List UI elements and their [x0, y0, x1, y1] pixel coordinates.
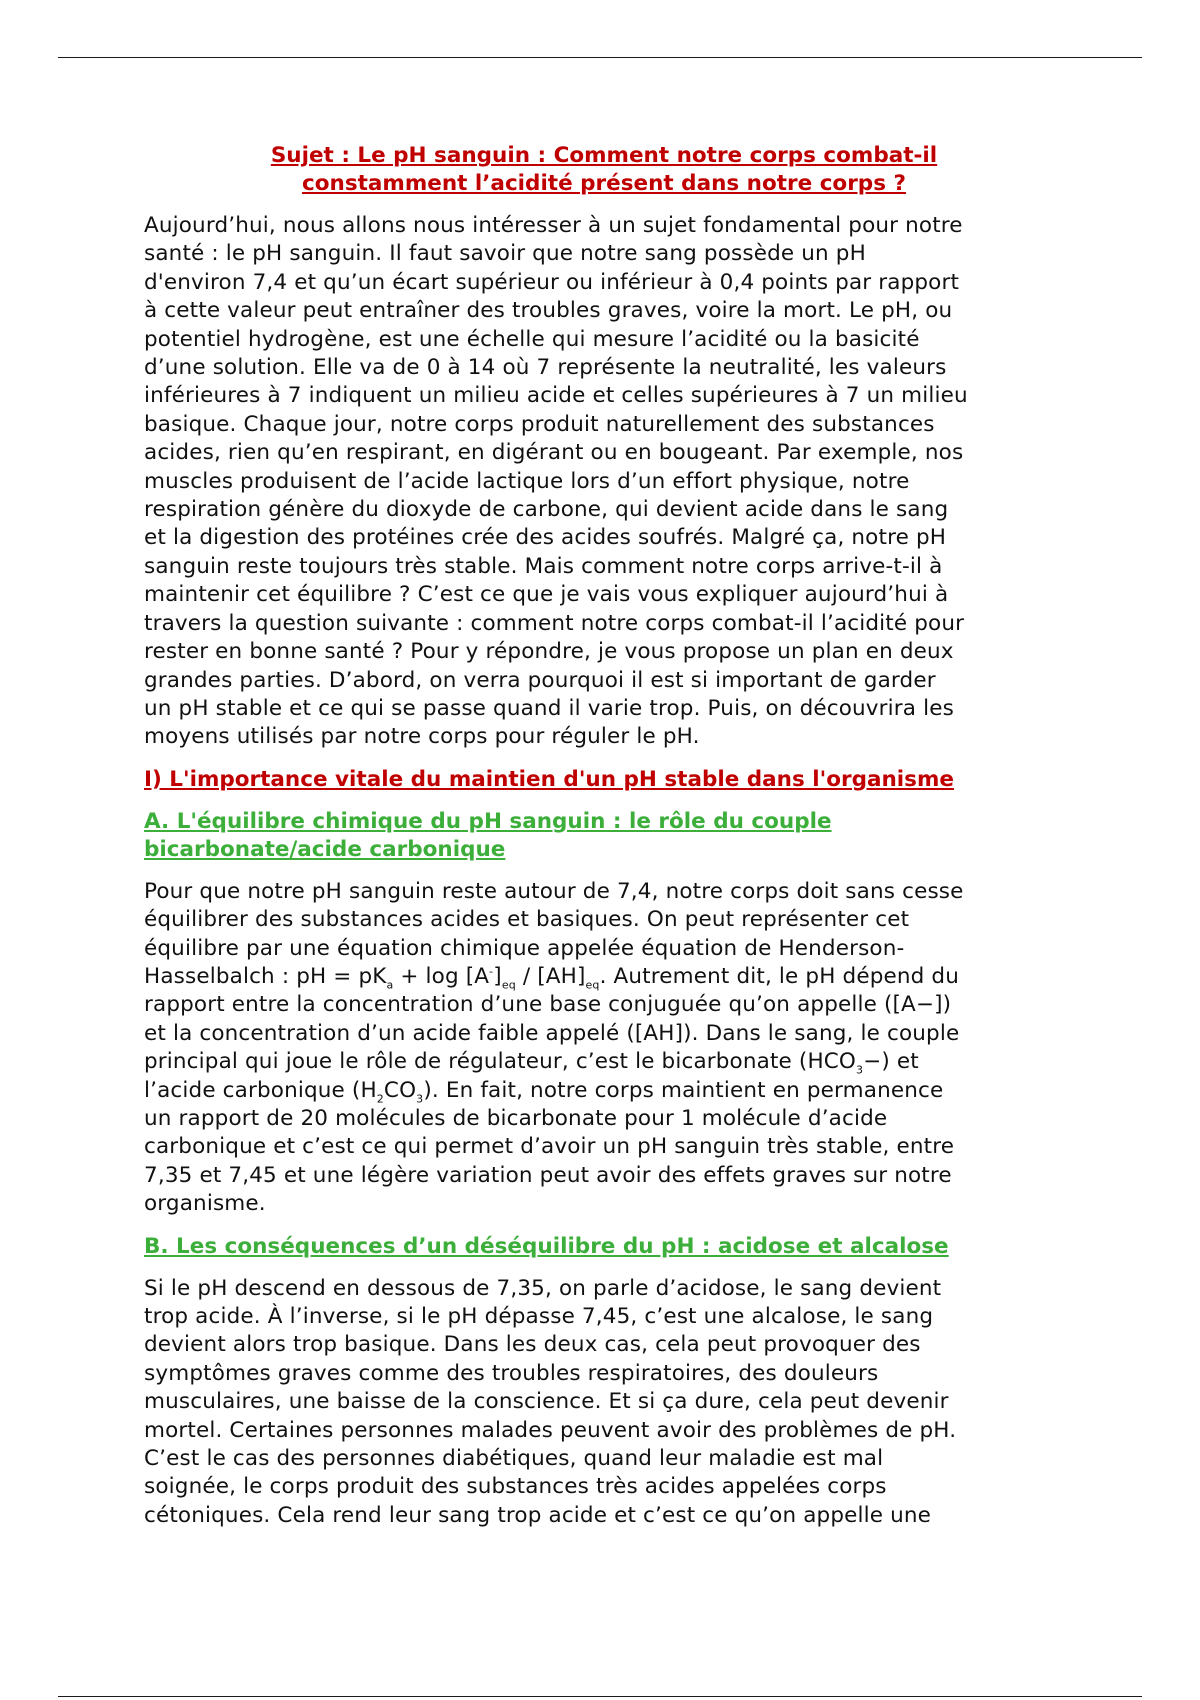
paragraph-line: organisme.	[144, 1191, 266, 1217]
paragraph-line: devient alors trop basique. Dans les deux cas, cela peut provoquer des	[144, 1332, 921, 1358]
intro-line: potentiel hydrogène, est une échelle qui mesure l’acidité ou la basicité	[144, 326, 920, 352]
paragraph-line: équilibre par une équation chimique appelée équation de Henderson-	[144, 935, 905, 961]
formula-text: −) et	[863, 1049, 919, 1075]
formula-text: CO	[383, 1077, 417, 1103]
section-1a-paragraph	[144, 878, 1064, 1219]
subscript: a	[386, 978, 394, 992]
paragraph-line: Si le pH descend en dessous de 7,35, on parle d’acidose, le sang devient	[144, 1275, 942, 1301]
paragraph-line: 7,35 et 7,45 et une légère variation peut avoir des effets graves sur notre	[144, 1162, 952, 1188]
paragraph-line: C’est le cas des personnes diabétiques, quand leur maladie est mal	[144, 1446, 884, 1472]
intro-line: grandes parties. D’abord, on verra pourquoi il est si important de garder	[144, 667, 936, 693]
paragraph-line: un rapport de 20 molécules de bicarbonate pour 1 molécule d’acide	[144, 1105, 888, 1131]
section-1b-paragraph	[144, 1275, 1064, 1531]
intro-line: maintenir cet équilibre ? C’est ce que je vais vous expliquer aujourd’hui à	[144, 582, 949, 608]
document-page	[144, 142, 1064, 1544]
equation-text: + log [A	[393, 963, 490, 989]
paragraph-line: mortel. Certaines personnes malades peuvent avoir des problèmes de pH.	[144, 1417, 957, 1443]
formula-text: principal qui joue le rôle de régulateur, c’est le bicarbonate (HCO	[144, 1049, 856, 1075]
intro-line: muscles produisent de l’acide lactique lors d’un effort physique, notre	[144, 468, 910, 494]
section-1-heading: I) L'importance vitale du maintien d'un pH stable dans l'organisme	[144, 766, 954, 792]
subscript: eq	[501, 978, 516, 992]
intro-line: moyens utilisés par notre corps pour réguler le pH.	[144, 724, 700, 750]
equation-text: ]	[493, 963, 502, 989]
paragraph-line: et la concentration d’un acide faible appelé ([AH]). Dans le sang, le couple	[144, 1020, 960, 1046]
intro-line: respiration génère du dioxyde de carbone, qui devient acide dans le sang	[144, 497, 949, 523]
intro-line: acides, rien qu’en respirant, en digérant ou en bougeant. Par exemple, nos	[144, 440, 964, 466]
intro-line: Aujourd’hui, nous allons nous intéresser à un sujet fondamental pour notre	[144, 213, 963, 238]
paragraph-line: carbonique et c’est ce qui permet d’avoir un pH sanguin très stable, entre	[144, 1134, 955, 1160]
subscript: 3	[416, 1091, 424, 1105]
intro-line: à cette valeur peut entraîner des troubles graves, voire la mort. Le pH, ou	[144, 298, 953, 324]
intro-line: travers la question suivante : comment notre corps combat-il l’acidité pour	[144, 610, 965, 636]
subscript: eq	[585, 978, 600, 992]
formula-text: ). En fait, notre corps maintient en permanence	[423, 1077, 944, 1103]
subscript: 3	[856, 1063, 864, 1077]
equation-text: . Autrement dit, le pH dépend du	[599, 963, 960, 989]
intro-line: et la digestion des protéines crée des acides soufrés. Malgré ça, notre pH	[144, 525, 947, 551]
equation-line	[144, 963, 1064, 991]
paragraph-line: trop acide. À l’inverse, si le pH dépasse 7,45, c’est une alcalose, le sang	[144, 1304, 934, 1329]
intro-line: rester en bonne santé ? Pour y répondre, je vous propose un plan en deux	[144, 639, 954, 665]
intro-line: inférieures à 7 indiquent un milieu acide et celles supérieures à 7 un milieu	[144, 383, 968, 409]
paragraph-line: équilibrer des substances acides et basiques. On peut représenter cet	[144, 907, 910, 933]
section-1a-heading	[144, 808, 1064, 864]
section-1a-heading-line-1: A. L'équilibre chimique du pH sanguin : le rôle du couple	[144, 808, 832, 834]
title-line-1: Sujet : Le pH sanguin : Comment notre corps combat-il	[270, 143, 938, 168]
title-line-2: constamment l’acidité présent dans notre corps ?	[302, 171, 906, 196]
intro-line: sanguin reste toujours très stable. Mais comment notre corps arrive-t-il à	[144, 553, 943, 579]
superscript: -	[489, 964, 494, 978]
document-title	[144, 142, 1064, 198]
formula-text: l’acide carbonique (H	[144, 1077, 377, 1103]
paragraph-line: rapport entre la concentration d’une base conjuguée qu’on appelle ([A−])	[144, 992, 952, 1018]
intro-line: d'environ 7,4 et qu’un écart supérieur ou inférieur à 0,4 points par rapport	[144, 269, 960, 295]
equation-text: / [AH]	[515, 963, 586, 989]
paragraph-line: musculaires, une baisse de la conscience. Et si ça dure, cela peut devenir	[144, 1389, 949, 1415]
formula-line	[144, 1077, 1064, 1105]
equation-text: Hasselbalch : pH = pK	[144, 963, 387, 989]
intro-line: d’une solution. Elle va de 0 à 14 où 7 représente la neutralité, les valeurs	[144, 355, 947, 381]
header-rule	[58, 57, 1142, 58]
paragraph-line: soignée, le corps produit des substances très acides appelées corps	[144, 1474, 887, 1500]
intro-line: santé : le pH sanguin. Il faut savoir que notre sang possède un pH	[144, 241, 866, 267]
paragraph-line: cétoniques. Cela rend leur sang trop acide et c’est ce qu’on appelle une	[144, 1502, 932, 1528]
section-1b-heading-text: B. Les conséquences d’un déséquilibre du pH : acidose et alcalose	[144, 1233, 949, 1259]
formula-line	[144, 1048, 1064, 1076]
intro-line: un pH stable et ce qui se passe quand il varie trop. Puis, on découvrira les	[144, 695, 954, 721]
paragraph-line: symptômes graves comme des troubles respiratoires, des douleurs	[144, 1360, 879, 1386]
intro-paragraph	[144, 212, 1064, 752]
section-1a-heading-line-2: bicarbonate/acide carbonique	[144, 836, 506, 862]
footer-rule	[58, 1696, 1142, 1697]
subscript: 2	[376, 1091, 384, 1105]
paragraph-line: Pour que notre pH sanguin reste autour de 7,4, notre corps doit sans cesse	[144, 878, 964, 904]
intro-line: basique. Chaque jour, notre corps produit naturellement des substances	[144, 411, 935, 437]
section-1b-heading	[144, 1233, 1064, 1261]
